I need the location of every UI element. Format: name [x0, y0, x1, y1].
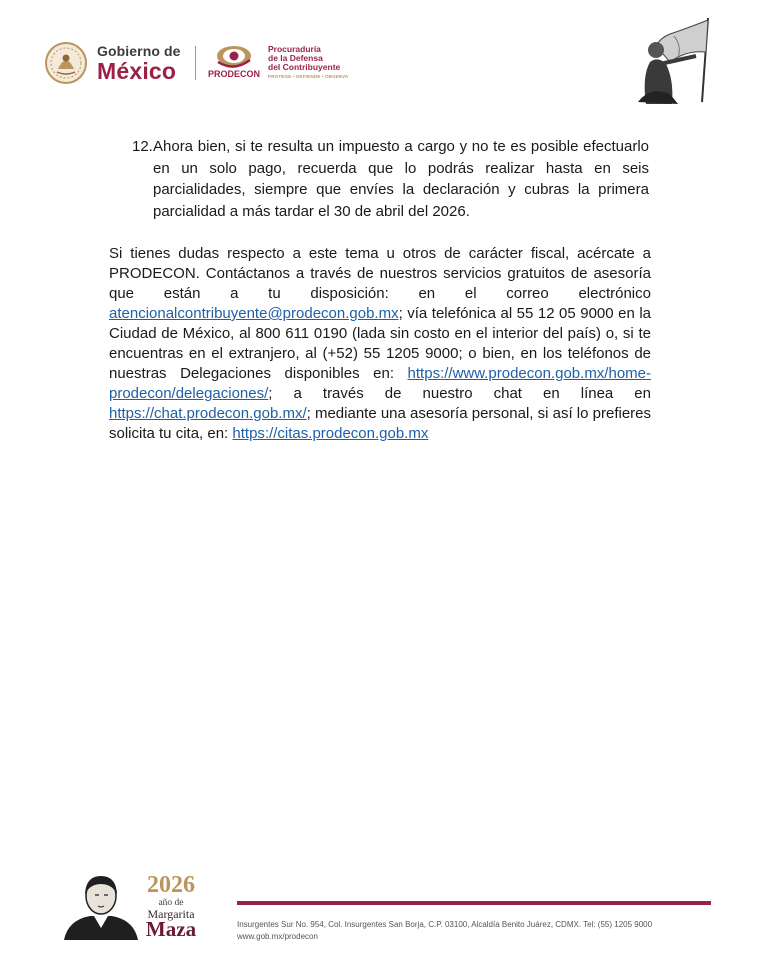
chat-link[interactable]: https://chat.prodecon.gob.mx/ [109, 405, 307, 422]
footer-name-last: Maza [145, 917, 197, 941]
paragraph-text: ; vía telefónica al 55 12 05 9000 en la Ciudad de México, al 800 611 0190 (lada sin costo en el interior del país) o, si te encuentras en el extranjero, al (+52) 55 1205 9000; o bien, en los teléfonos de nuestras Delegaciones disponibles en: [109, 305, 651, 382]
footer-name-first: Margarita [147, 907, 195, 921]
margarita-maza-portrait-icon [60, 870, 142, 940]
gob-line2: México [97, 58, 177, 84]
prodecon-name-line: de la Defensa [268, 52, 323, 63]
gobierno-de-mexico-logo [97, 44, 181, 83]
footer-address-block [237, 919, 652, 943]
prodecon-name-line: Procuraduría [268, 44, 321, 54]
list-item-text: Ahora bien, si te resulta un impuesto a cargo y no te es posible efectuarlo en un solo pago, recuerda que lo podrás realizar hasta en seis parcialidades, siempre que envíes la declaración y cubras la primera parcialidad a más tardar el 30 de abril del 2026. [153, 138, 649, 220]
mexico-seal-icon [45, 42, 87, 84]
footer-address: Insurgentes Sur No. 954, Col. Insurgentes San Borja, C.P. 03100, Alcaldía Benito Juárez, CDMX. Tel: (55) 1205 9000 [237, 920, 653, 929]
contact-paragraph [109, 244, 651, 444]
gob-line1: Gobierno de [97, 43, 181, 59]
footer-rule [237, 901, 711, 905]
paragraph-text: ; a través de nuestro chat en línea en [268, 385, 651, 402]
citas-link[interactable]: https://citas.prodecon.gob.mx [232, 425, 429, 442]
flag-bearer-illustration-icon [630, 16, 714, 104]
email-link[interactable]: atencionalcontribuyente@prodecon.gob.mx [109, 305, 399, 322]
prodecon-name [268, 45, 340, 72]
paragraph-text: Si tienes dudas respecto a este tema u otros de carácter fiscal, acércate a PRODECON. Contáctanos a través de nuestros servicios gratuitos de asesoría que están a tu disposición: en el correo electrónico [109, 245, 651, 302]
footer-year-sub: año de [158, 898, 184, 908]
list-item-number: 12. [132, 138, 153, 155]
paragraph-text: ; mediante una asesoría personal, si así lo prefieres solicita tu cita, en: [109, 405, 651, 442]
list-item-12 [132, 136, 649, 222]
prodecon-word: PRODECON [208, 69, 261, 79]
header-divider [195, 46, 196, 80]
prodecon-name-line: del Contribuyente [268, 61, 341, 72]
delegaciones-link[interactable]: https://www.prodecon.gob.mx/home-prodecon/delegaciones/ [109, 365, 651, 402]
footer-year: 2026 [147, 872, 195, 898]
prodecon-slogan: PROTEGE • DEFIENDE • OBSERVA [268, 74, 349, 79]
footer-website: www.gob.mx/prodecon [237, 932, 318, 941]
